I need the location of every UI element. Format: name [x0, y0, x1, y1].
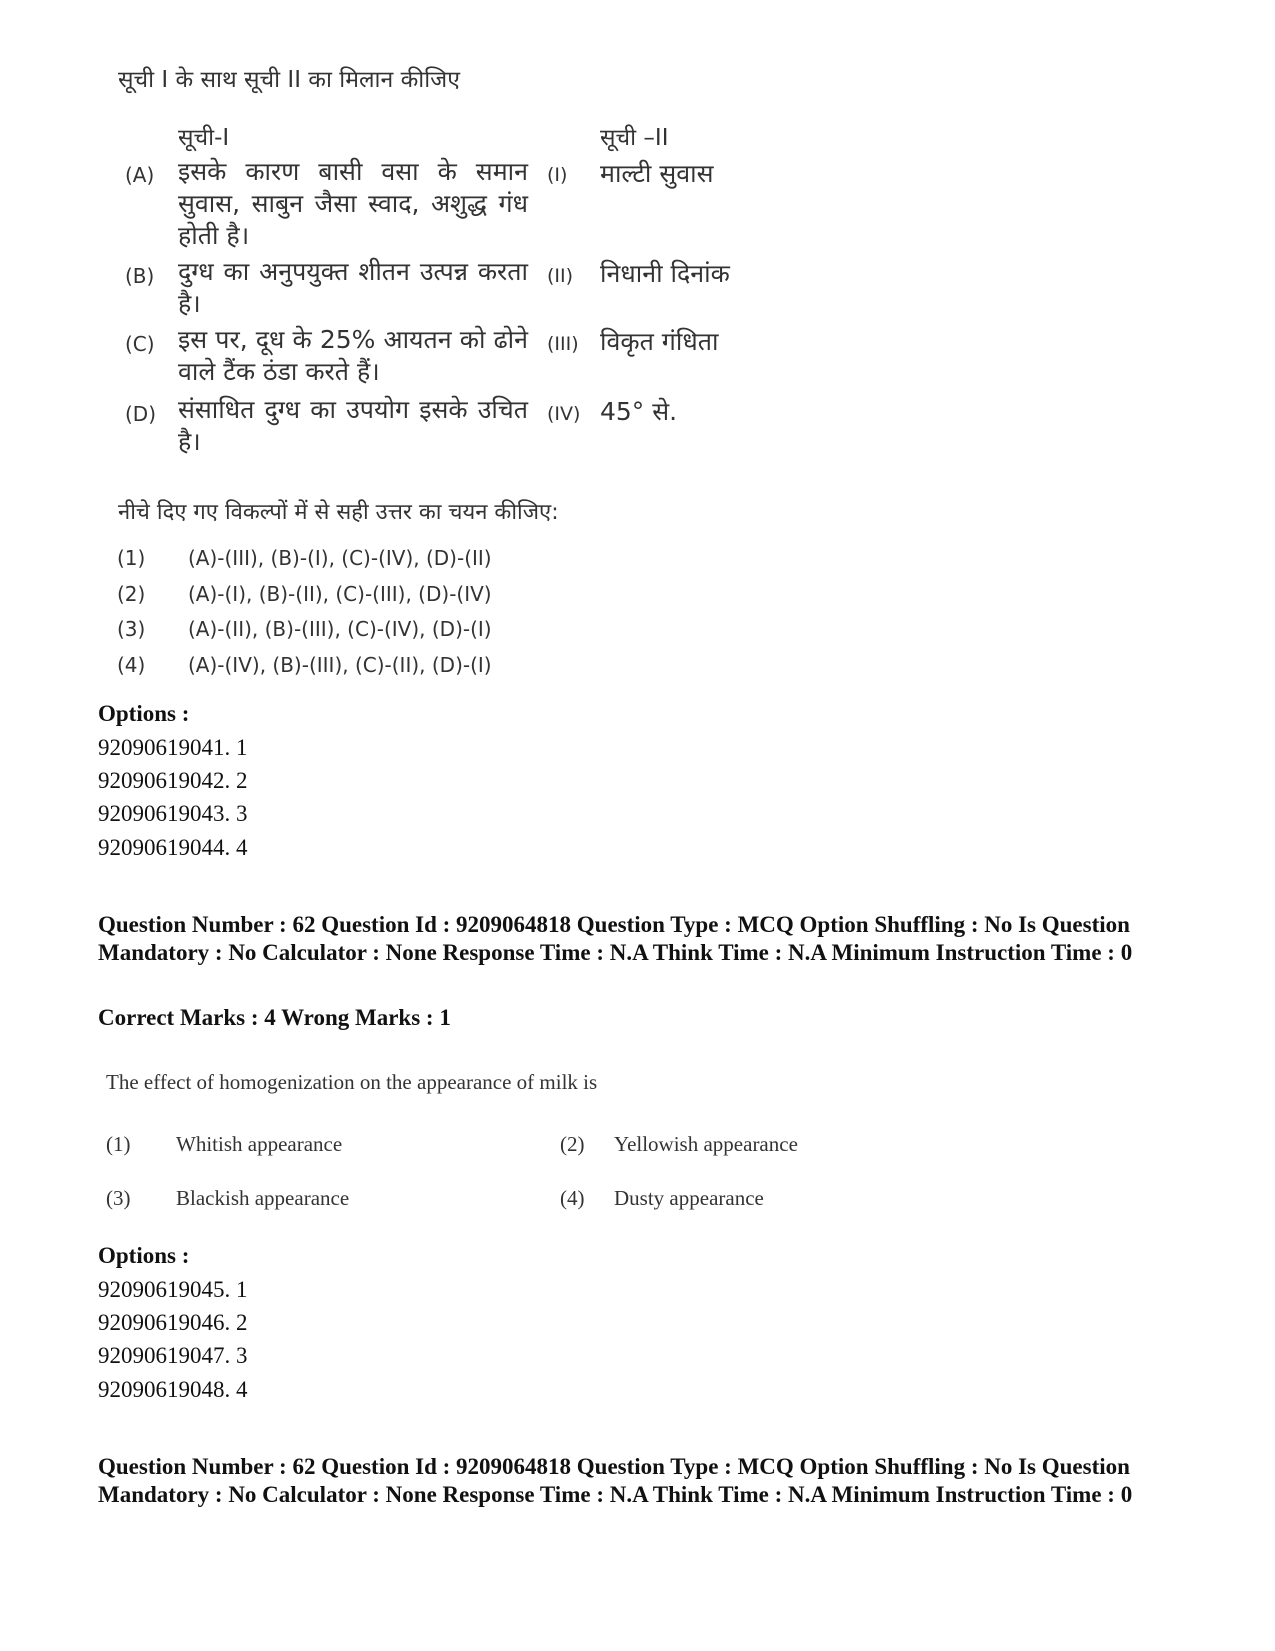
list-2-header: सूची –II	[600, 125, 669, 151]
choice-text: (A)-(IV), (B)-(III), (C)-(II), (D)-(I)	[188, 653, 492, 677]
choose-instruction: नीचे दिए गए विकल्पों में से सही उत्तर का चयन कीजिए:	[118, 500, 559, 525]
row-label: (D)	[125, 402, 157, 426]
list-2-item: विकृत गंधिता	[600, 327, 719, 356]
roman-label: (III)	[547, 333, 579, 355]
question-meta: Question Number : 62 Question Id : 9209064818 Question Type : MCQ Option Shuffling : No Is Question Mandatory : No Calculator : None Response Time : N.A Think Time : N.A Minimum Instruction Time : 0	[98, 1454, 1133, 1507]
question-instruction: सूची I के साथ सूची II का मिलान कीजिए	[118, 67, 460, 93]
list-1-item: संसाधित दुग्ध का उपयोग इसके उचित है।	[178, 395, 528, 456]
marks-info: Correct Marks : 4 Wrong Marks : 1	[98, 1005, 451, 1030]
choice-number: (1)	[117, 546, 146, 570]
choice-text: (A)-(I), (B)-(II), (C)-(III), (D)-(IV)	[188, 582, 492, 606]
row-label: (B)	[125, 264, 155, 288]
options-title: Options :	[98, 1243, 190, 1268]
list-1-item: इसके कारण बासी वसा के समान सुवास, साबुन जैसा स्वाद, अशुद्ध गंध होती है।	[178, 157, 528, 250]
options-title: Options :	[98, 701, 190, 726]
option-item: 92090619041. 1	[98, 735, 248, 760]
choice-text: (A)-(II), (B)-(III), (C)-(IV), (D)-(I)	[188, 617, 492, 641]
list-1-item: इस पर, दूध के 25% आयतन को ढोने वाले टैंक ठंडा करते हैं।	[178, 325, 528, 386]
row-label: (C)	[125, 332, 155, 356]
option-item: 92090619047. 3	[98, 1343, 248, 1368]
option-item: 92090619044. 4	[98, 835, 248, 860]
roman-label: (II)	[547, 265, 574, 287]
option-item: 92090619046. 2	[98, 1310, 248, 1335]
option-item: 92090619043. 3	[98, 801, 248, 826]
choice-text: Yellowish appearance	[614, 1132, 798, 1156]
choice-number: (3)	[106, 1186, 131, 1210]
list-2-item: 45° से.	[600, 397, 678, 426]
choice-text: Dusty appearance	[614, 1186, 764, 1210]
list-2-item: माल्टी सुवास	[600, 159, 714, 188]
choice-number: (3)	[117, 617, 146, 641]
choice-number: (4)	[560, 1186, 585, 1210]
choice-number: (1)	[106, 1132, 131, 1156]
choice-text: Whitish appearance	[176, 1132, 343, 1156]
question-meta: Question Number : 62 Question Id : 9209064818 Question Type : MCQ Option Shuffling : No Is Question Mandatory : No Calculator : None Response Time : N.A Think Time : N.A Minimum Instruction Time : 0	[98, 912, 1133, 965]
row-label: (A)	[125, 163, 155, 187]
choice-text: (A)-(III), (B)-(I), (C)-(IV), (D)-(II)	[188, 546, 492, 570]
option-item: 92090619048. 4	[98, 1377, 248, 1402]
choice-number: (4)	[117, 653, 146, 677]
choice-text: Blackish appearance	[176, 1186, 350, 1210]
roman-label: (IV)	[547, 403, 581, 425]
choice-number: (2)	[117, 582, 146, 606]
list-2-item: निधानी दिनांक	[600, 259, 730, 288]
question-text: The effect of homogenization on the appearance of milk is	[106, 1070, 598, 1094]
option-item: 92090619045. 1	[98, 1277, 248, 1302]
choice-number: (2)	[560, 1132, 585, 1156]
list-1-item: दुग्ध का अनुपयुक्त शीतन उत्पन्न करता है।	[178, 257, 528, 318]
option-item: 92090619042. 2	[98, 768, 248, 793]
roman-label: (I)	[547, 164, 568, 186]
list-1-header: सूची-I	[178, 125, 230, 151]
